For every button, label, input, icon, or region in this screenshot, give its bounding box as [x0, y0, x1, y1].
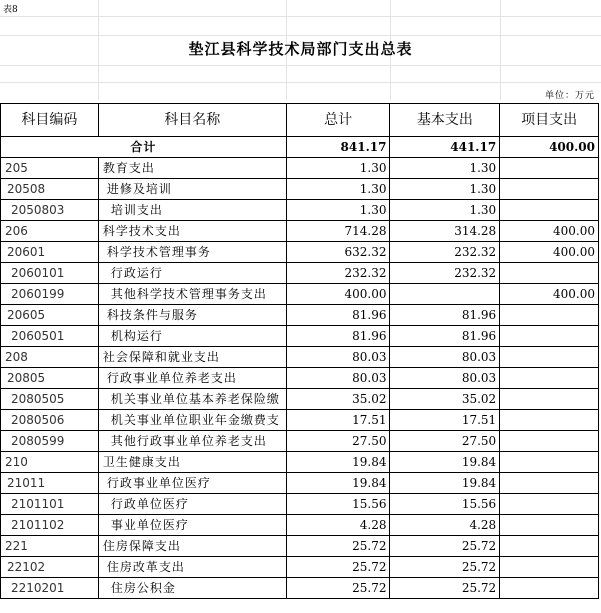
table-row — [1, 410, 599, 431]
table-row — [1, 494, 599, 515]
cell-name[interactable]: 行政单位医疗 — [98, 494, 286, 515]
cell-code[interactable]: 2050803 — [1, 200, 99, 221]
cell-name[interactable]: 事业单位医疗 — [98, 515, 286, 536]
cell-basic[interactable]: 81.96 — [390, 326, 500, 347]
cell-code[interactable]: 2060101 — [1, 263, 99, 284]
cell-basic[interactable]: 25.72 — [390, 578, 500, 599]
cell-basic[interactable]: 80.03 — [390, 347, 500, 368]
cell-project[interactable] — [500, 305, 599, 326]
cell-name[interactable]: 住房改革支出 — [98, 557, 286, 578]
cell-code[interactable]: 221 — [1, 536, 99, 557]
cell-code[interactable]: 20805 — [1, 368, 99, 389]
table-row — [1, 368, 599, 389]
table-row — [1, 536, 599, 557]
cell-total[interactable]: 1.30 — [286, 158, 390, 179]
cell-name[interactable]: 进修及培训 — [98, 179, 286, 200]
header-project[interactable]: 项目支出 — [500, 104, 599, 137]
cell-project[interactable] — [500, 347, 599, 368]
cell-total[interactable]: 4.28 — [286, 515, 390, 536]
cell-total[interactable]: 400.00 — [286, 284, 390, 305]
cell-code[interactable]: 2101102 — [1, 515, 99, 536]
table-row — [1, 284, 599, 305]
cell-name[interactable]: 科学技术管理事务 — [98, 242, 286, 263]
cell-basic[interactable]: 232.32 — [390, 263, 500, 284]
table-row — [1, 200, 599, 221]
cell-basic[interactable] — [390, 284, 500, 305]
cell-code[interactable]: 2060501 — [1, 326, 99, 347]
table-row — [1, 221, 599, 242]
cell-project[interactable] — [500, 389, 599, 410]
cell-total[interactable]: 15.56 — [286, 494, 390, 515]
table-row — [1, 179, 599, 200]
table-header-row — [1, 104, 599, 137]
header-name[interactable]: 科目名称 — [98, 104, 286, 137]
total-basic[interactable]: 441.17 — [390, 137, 500, 158]
cell-project[interactable]: 400.00 — [500, 242, 599, 263]
cell-total[interactable]: 25.72 — [286, 536, 390, 557]
header-basic[interactable]: 基本支出 — [390, 104, 500, 137]
cell-project[interactable] — [500, 557, 599, 578]
cell-name[interactable]: 行政事业单位养老支出 — [98, 368, 286, 389]
cell-basic[interactable]: 1.30 — [390, 179, 500, 200]
header-total[interactable]: 总计 — [286, 104, 390, 137]
cell-total[interactable]: 232.32 — [286, 263, 390, 284]
cell-basic[interactable]: 19.84 — [390, 473, 500, 494]
cell-total[interactable]: 81.96 — [286, 305, 390, 326]
cell-project[interactable] — [500, 473, 599, 494]
cell-name[interactable]: 科学技术支出 — [98, 221, 286, 242]
cell-basic[interactable]: 25.72 — [390, 557, 500, 578]
cell-code[interactable]: 205 — [1, 158, 99, 179]
sheet-gridline — [0, 35, 601, 36]
cell-basic[interactable]: 81.96 — [390, 305, 500, 326]
cell-total[interactable]: 632.32 — [286, 242, 390, 263]
cell-basic[interactable]: 314.28 — [390, 221, 500, 242]
cell-basic[interactable]: 1.30 — [390, 158, 500, 179]
cell-total[interactable]: 25.72 — [286, 557, 390, 578]
cell-name[interactable]: 卫生健康支出 — [98, 452, 286, 473]
table-row — [1, 263, 599, 284]
cell-total[interactable]: 25.72 — [286, 578, 390, 599]
cell-total[interactable]: 1.30 — [286, 200, 390, 221]
table-row — [1, 515, 599, 536]
cell-code[interactable]: 2080505 — [1, 389, 99, 410]
sheet-gridline — [0, 65, 601, 66]
table-row — [1, 389, 599, 410]
table-row — [1, 473, 599, 494]
page-title: 垫江县科学技术局部门支出总表 — [188, 40, 413, 58]
cell-project[interactable] — [500, 368, 599, 389]
cell-code[interactable]: 2080599 — [1, 431, 99, 452]
cell-name[interactable]: 住房公积金 — [98, 578, 286, 599]
cell-basic[interactable]: 1.30 — [390, 200, 500, 221]
cell-code[interactable]: 21011 — [1, 473, 99, 494]
cell-name[interactable]: 行政运行 — [98, 263, 286, 284]
cell-total[interactable]: 80.03 — [286, 368, 390, 389]
cell-code[interactable]: 20601 — [1, 242, 99, 263]
cell-code[interactable]: 2210201 — [1, 578, 99, 599]
cell-name[interactable]: 行政事业单位医疗 — [98, 473, 286, 494]
cell-code[interactable]: 22102 — [1, 557, 99, 578]
total-total[interactable]: 841.17 — [286, 137, 390, 158]
cell-project[interactable] — [500, 158, 599, 179]
cell-total[interactable]: 35.02 — [286, 389, 390, 410]
cell-name[interactable]: 住房保障支出 — [98, 536, 286, 557]
cell-code[interactable]: 20508 — [1, 179, 99, 200]
cell-basic[interactable]: 35.02 — [390, 389, 500, 410]
cell-code[interactable]: 208 — [1, 347, 99, 368]
table-row — [1, 158, 599, 179]
cell-project[interactable] — [500, 515, 599, 536]
cell-name[interactable]: 社会保障和就业支出 — [98, 347, 286, 368]
cell-project[interactable] — [500, 263, 599, 284]
cell-name[interactable]: 科技条件与服务 — [98, 305, 286, 326]
cell-total[interactable]: 19.84 — [286, 473, 390, 494]
cell-total[interactable]: 17.51 — [286, 410, 390, 431]
cell-basic[interactable]: 232.32 — [390, 242, 500, 263]
table-row — [1, 242, 599, 263]
cell-total[interactable]: 714.28 — [286, 221, 390, 242]
cell-basic[interactable]: 15.56 — [390, 494, 500, 515]
cell-name[interactable]: 其他科学技术管理事务支出 — [98, 284, 286, 305]
cell-project[interactable] — [500, 452, 599, 473]
expenditure-table — [0, 103, 599, 599]
cell-name[interactable]: 机关事业单位职业年金缴费支 — [98, 410, 286, 431]
sheet-tag: 表8 — [3, 5, 18, 15]
cell-total[interactable]: 1.30 — [286, 179, 390, 200]
cell-basic[interactable]: 4.28 — [390, 515, 500, 536]
cell-project[interactable]: 400.00 — [500, 221, 599, 242]
table-row — [1, 557, 599, 578]
cell-name[interactable]: 培训支出 — [98, 200, 286, 221]
cell-name[interactable]: 其他行政事业单位养老支出 — [98, 431, 286, 452]
table-row — [1, 305, 599, 326]
cell-basic[interactable]: 80.03 — [390, 368, 500, 389]
cell-code[interactable]: 2060199 — [1, 284, 99, 305]
cell-basic[interactable]: 27.50 — [390, 431, 500, 452]
cell-basic[interactable]: 19.84 — [390, 452, 500, 473]
cell-total[interactable]: 27.50 — [286, 431, 390, 452]
cell-total[interactable]: 81.96 — [286, 326, 390, 347]
header-code[interactable]: 科目编码 — [1, 104, 99, 137]
cell-code[interactable]: 20605 — [1, 305, 99, 326]
cell-total[interactable]: 80.03 — [286, 347, 390, 368]
cell-project[interactable] — [500, 326, 599, 347]
total-row — [1, 137, 599, 158]
cell-code[interactable]: 210 — [1, 452, 99, 473]
unit-label: 单位：万元 — [544, 91, 595, 101]
total-project[interactable]: 400.00 — [500, 137, 599, 158]
cell-code[interactable]: 206 — [1, 221, 99, 242]
table-row — [1, 326, 599, 347]
cell-project[interactable] — [500, 410, 599, 431]
cell-basic[interactable]: 25.72 — [390, 536, 500, 557]
table-row — [1, 431, 599, 452]
table-row — [1, 452, 599, 473]
cell-project[interactable] — [500, 200, 599, 221]
cell-project[interactable] — [500, 494, 599, 515]
table-row — [1, 578, 599, 599]
sheet-gridline — [0, 82, 601, 83]
cell-project[interactable]: 400.00 — [500, 284, 599, 305]
table-row — [1, 347, 599, 368]
cell-basic[interactable]: 17.51 — [390, 410, 500, 431]
cell-name[interactable]: 机关事业单位基本养老保险缴 — [98, 389, 286, 410]
cell-project[interactable] — [500, 431, 599, 452]
cell-name[interactable]: 机构运行 — [98, 326, 286, 347]
cell-code[interactable]: 2101101 — [1, 494, 99, 515]
cell-project[interactable] — [500, 179, 599, 200]
cell-code[interactable]: 2080506 — [1, 410, 99, 431]
cell-total[interactable]: 19.84 — [286, 452, 390, 473]
total-label[interactable]: 合计 — [1, 137, 287, 158]
cell-name[interactable]: 教育支出 — [98, 158, 286, 179]
cell-project[interactable] — [500, 578, 599, 599]
sheet-gridline — [0, 16, 601, 17]
cell-project[interactable] — [500, 536, 599, 557]
